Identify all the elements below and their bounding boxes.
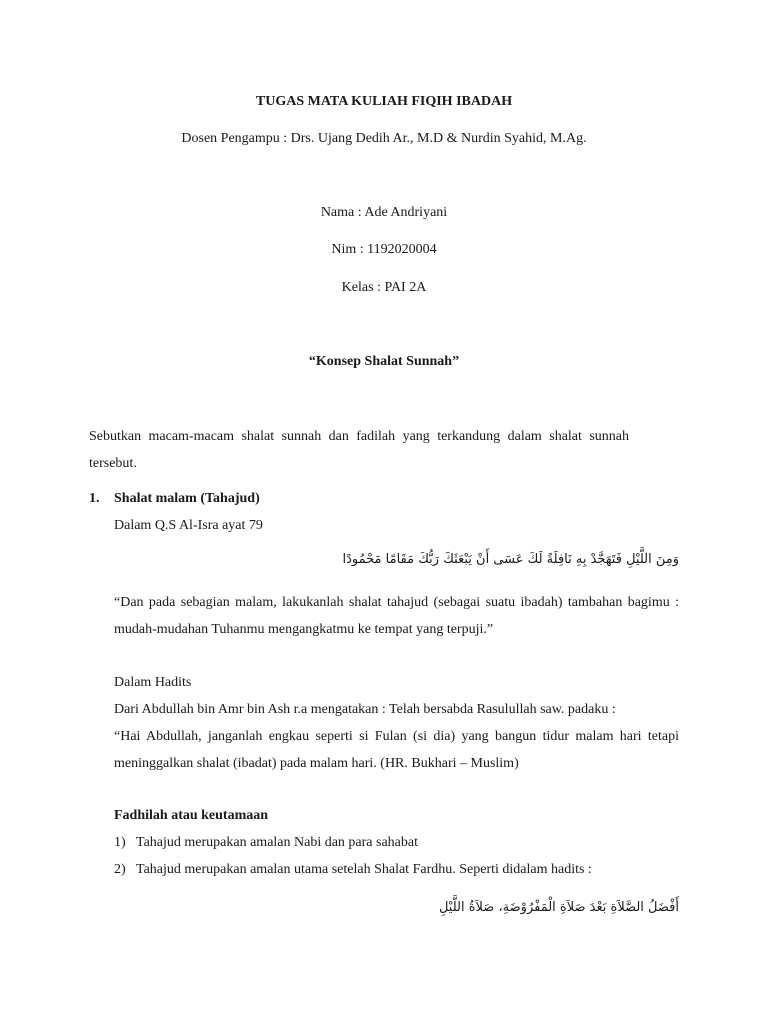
verse-source: Dalam Q.S Al-Isra ayat 79: [114, 518, 263, 533]
student-nim: Nim : 1192020004: [331, 242, 437, 257]
document-title: TUGAS MATA KULIAH FIQIH IBADAH: [255, 94, 513, 109]
lecturers-line: Dosen Pengampu : Drs. Ujang Dedih Ar., M.D & Nurdin Syahid, M.Ag.: [181, 131, 587, 146]
virtue-item: Tahajud merupakan amalan utama setelah Shalat Fardhu. Seperti didalam hadits :: [136, 862, 592, 877]
virtue-item: Tahajud merupakan amalan Nabi dan para sahabat: [136, 835, 419, 850]
hadith-heading: Dalam Hadits: [114, 675, 192, 690]
arabic-verse: وَمِنَ اللَّيْلِ فَتَهَجَّدْ بِهِ نَافِلَةً لَكَ عَسَى أَنْ يَبْعَثَكَ رَبُّكَ مَقَامًا مَحْمُودًا: [342, 552, 679, 567]
question-paragraph: Sebutkan macam-macam shalat sunnah dan fadilah yang terkandung dalam shalat sunnah tersebut.: [89, 429, 629, 471]
student-name: Nama : Ade Andriyani: [320, 205, 448, 220]
student-class: Kelas : PAI 2A: [341, 280, 427, 295]
arabic-hadith: أَفْضَلُ الصَّلاَةِ بَعْدَ صَلاَةِ الْمَفْرُوْضَةِ، صَلاَةُ اللَّيْلِ: [438, 900, 679, 915]
virtue-number: 2): [114, 862, 126, 877]
hadith-intro: Dari Abdullah bin Amr bin Ash r.a mengatakan : Telah bersabda Rasulullah saw. padaku :: [114, 702, 616, 717]
virtues-heading: Fadhilah atau keutamaan: [114, 808, 269, 823]
topic-heading: “Konsep Shalat Sunnah”: [308, 354, 460, 369]
hadith-text: “Hai Abdullah, janganlah engkau seperti si Fulan (si dia) yang bangun tidur malam hari tetapi meninggalkan shalat (ibadat) pada malam hari. (HR. Bukhari – Muslim): [114, 729, 679, 771]
section-title: Shalat malam (Tahajud): [114, 491, 260, 506]
section-number: 1.: [89, 491, 100, 506]
verse-translation: “Dan pada sebagian malam, lakukanlah shalat tahajud (sebagai suatu ibadah) tambahan bagimu : mudah-mudahan Tuhanmu mengangkatmu ke tempat yang terpuji.”: [114, 595, 679, 637]
virtue-number: 1): [114, 835, 126, 850]
